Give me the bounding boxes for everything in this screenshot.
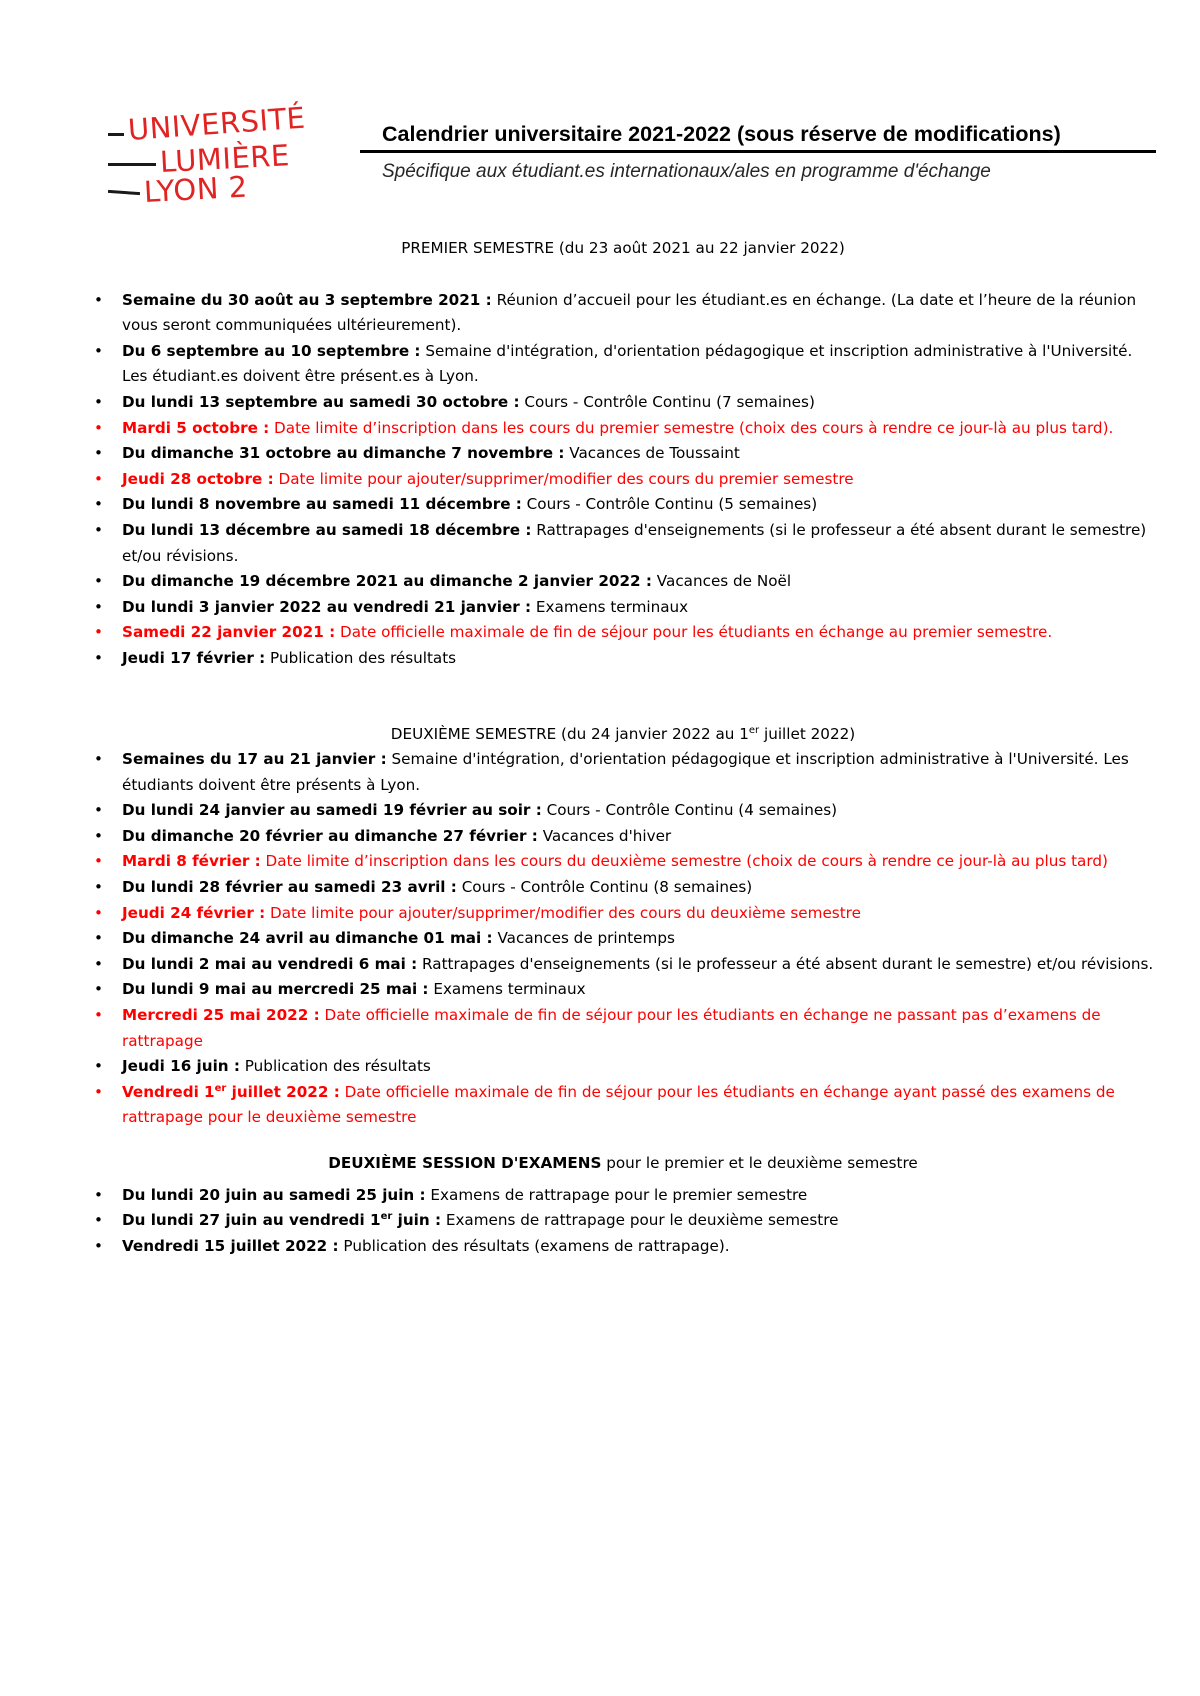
list-item: • Jeudi 16 juin : Publication des résultats <box>88 1054 1158 1080</box>
list-item: • Du lundi 24 janvier au samedi 19 février au soir : Cours - Contrôle Continu (4 semaines) <box>88 798 1158 824</box>
list-item-deadline: • Mardi 8 février : Date limite d’inscription dans les cours du deuxième semestre (choix de cours à rendre ce jour-là au plus tard) <box>88 849 1158 875</box>
calendar-body <box>88 236 1158 1259</box>
list-item: • Du lundi 28 février au samedi 23 avril : Cours - Contrôle Continu (8 semaines) <box>88 875 1158 901</box>
list-item: • Du lundi 3 janvier 2022 au vendredi 21 janvier : Examens terminaux <box>88 595 1158 621</box>
list-item-deadline: • Vendredi 1er juillet 2022 : Date officielle maximale de fin de séjour pour les étudiants en échange ayant passé des examens de rattrapage pour le deuxième semestre <box>88 1080 1158 1131</box>
logo-line-universite: UNIVERSITÉ <box>126 100 307 147</box>
list-item: • Du lundi 13 septembre au samedi 30 octobre : Cours - Contrôle Continu (7 semaines) <box>88 390 1158 416</box>
logo-dash-2 <box>108 163 156 166</box>
document-title: Calendrier universitaire 2021-2022 (sous réserve de modifications) <box>382 122 1061 146</box>
section-title-second-semester: DEUXIÈME SEMESTRE (du 24 janvier 2022 au 1er juillet 2022) <box>390 724 856 743</box>
list-item: • Du lundi 2 mai au vendredi 6 mai : Rattrapages d'enseignements (si le professeur a été absent durant le semestre) et/ou révisions. <box>88 952 1158 978</box>
section-title-first-semester: PREMIER SEMESTRE (du 23 août 2021 au 22 janvier 2022) <box>401 239 845 257</box>
list-item: • Semaines du 17 au 21 janvier : Semaine d'intégration, d'orientation pédagogique et inscription administrative à l'Université. Les étudiants doivent être présents à Lyon. <box>88 747 1158 798</box>
list-item-deadline: • Samedi 22 janvier 2021 : Date officielle maximale de fin de séjour pour les étudiants en échange au premier semestre. <box>88 620 1158 646</box>
list-item: • Du 6 septembre au 10 septembre : Semaine d'intégration, d'orientation pédagogique et inscription administrative à l'Université. Les étudiant.es doivent être présent.es à Lyon. <box>88 339 1158 390</box>
list-item: • Du lundi 20 juin au samedi 25 juin : Examens de rattrapage pour le premier semestre <box>88 1183 1158 1209</box>
second-semester-list <box>88 747 1158 1131</box>
list-item: • Vendredi 15 juillet 2022 : Publication des résultats (examens de rattrapage). <box>88 1234 1158 1260</box>
list-item-deadline: • Jeudi 28 octobre : Date limite pour ajouter/supprimer/modifier des cours du premier semestre <box>88 467 1158 493</box>
list-item: • Jeudi 17 février : Publication des résultats <box>88 646 1158 672</box>
list-item-deadline: • Mercredi 25 mai 2022 : Date officielle maximale de fin de séjour pour les étudiants en échange ne passant pas d’examens de rattrapage <box>88 1003 1158 1054</box>
second-session-list <box>88 1183 1158 1260</box>
logo-line-lumiere: LUMIÈRE <box>159 138 291 179</box>
list-item: • Du dimanche 20 février au dimanche 27 février : Vacances d'hiver <box>88 824 1158 850</box>
document-subtitle: Spécifique aux étudiant.es internationaux/ales en programme d'échange <box>382 161 991 182</box>
list-item: • Du lundi 13 décembre au samedi 18 décembre : Rattrapages d'enseignements (si le professeur a été absent durant le semestre) et/ou révisions. <box>88 518 1158 569</box>
logo-line-lyon: LYON 2 <box>143 169 249 209</box>
list-item: • Du dimanche 31 octobre au dimanche 7 novembre : Vacances de Toussaint <box>88 441 1158 467</box>
section-title-second-session: DEUXIÈME SESSION D'EXAMENS pour le premier et le deuxième semestre <box>328 1154 918 1172</box>
logo-dash-3 <box>108 190 140 195</box>
list-item: • Du dimanche 19 décembre 2021 au dimanche 2 janvier 2022 : Vacances de Noël <box>88 569 1158 595</box>
list-item: • Du lundi 8 novembre au samedi 11 décembre : Cours - Contrôle Continu (5 semaines) <box>88 492 1158 518</box>
list-item-deadline: • Jeudi 24 février : Date limite pour ajouter/supprimer/modifier des cours du deuxième semestre <box>88 901 1158 927</box>
list-item: • Du lundi 27 juin au vendredi 1er juin : Examens de rattrapage pour le deuxième semestre <box>88 1208 1158 1234</box>
first-semester-list <box>88 288 1158 672</box>
list-item: • Semaine du 30 août au 3 septembre 2021 : Réunion d’accueil pour les étudiant.es en échange. (La date et l’heure de la réunion vous seront communiquées ultérieurement). <box>88 288 1158 339</box>
list-item-deadline: • Mardi 5 octobre : Date limite d’inscription dans les cours du premier semestre (choix des cours à rendre ce jour-là au plus tard). <box>88 416 1158 442</box>
list-item: • Du lundi 9 mai au mercredi 25 mai : Examens terminaux <box>88 977 1158 1003</box>
university-logo <box>108 100 307 212</box>
logo-dash-1 <box>108 133 124 136</box>
list-item: • Du dimanche 24 avril au dimanche 01 mai : Vacances de printemps <box>88 926 1158 952</box>
header-divider <box>360 150 1156 153</box>
